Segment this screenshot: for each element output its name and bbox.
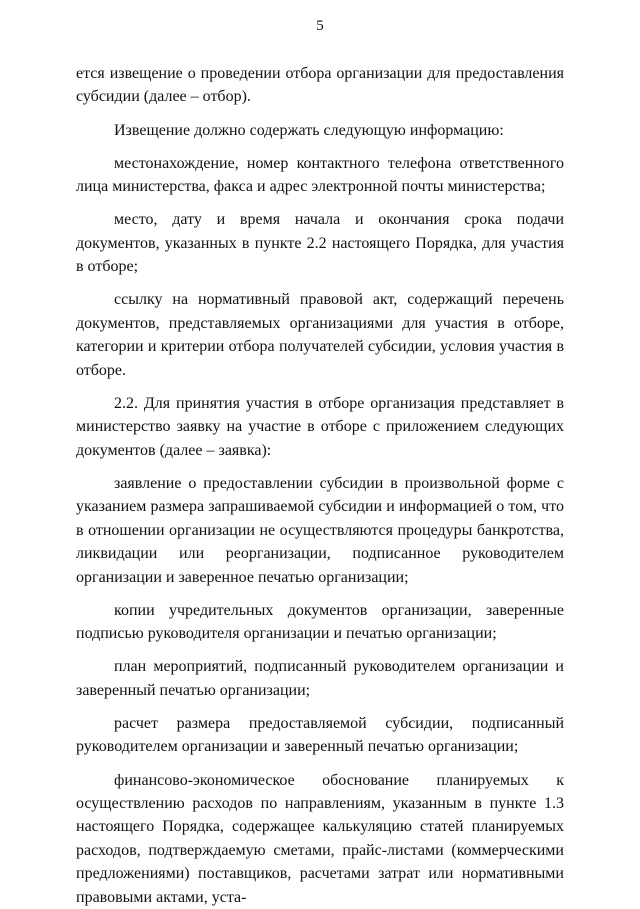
paragraph-charter-copies: копии учредительных документов организации, заверенные подписью руководителя организации и печатью организации; — [76, 601, 564, 643]
paragraph-notice-continuation: ется извещение о проведении отбора организации для предоставления субсидии (далее – отбор). — [76, 65, 564, 106]
paragraph-submission-dates: место, дату и время начала и окончания срока подачи документов, указанных в пункте 2.2 настоящего Порядка, для участия в отборе; — [76, 211, 564, 276]
paragraph-subsidy-calculation: расчет размера предоставляемой субсидии, подписанный руководителем организации и заверенный печатью организации; — [76, 714, 564, 756]
page-number: 5 — [316, 18, 324, 34]
paragraph-notice-contents-intro: Извещение должно содержать следующую информацию: — [114, 121, 504, 139]
paragraph-location-contacts: местонахождение, номер контактного телефона ответственного лица министерства, факса и адрес электронной почты министерства; — [76, 154, 564, 196]
paragraph-section-2-2: 2.2. Для принятия участия в отборе организация представляет в министерство заявку на участие в отборе с приложением следующих документов (далее – заявка): — [76, 394, 564, 459]
document-body — [76, 62, 564, 909]
paragraph-economic-justification: финансово-экономическое обоснование планируемых к осуществлению расходов по направлениям, указанным в пункте 1.3 настоящего Порядка, содержащее калькуляцию статей планируемых расходов, подтверждаемую сметами, прайс-листами (коммерческими предложениями) поставщиков, расчетами затрат или нормативными правовыми актами, уста- — [76, 771, 564, 906]
paragraph-activity-plan: план мероприятий, подписанный руководителем организации и заверенный печатью организации; — [76, 658, 564, 699]
paragraph-legal-act-reference: ссылку на нормативный правовой акт, содержащий перечень документов, представляемых организациями для участия в отборе, категории и критерии отбора получателей субсидии, условия участия в отборе. — [76, 291, 564, 379]
paragraph-application-statement: заявление о предоставлении субсидии в произвольной форме с указанием размера запрашиваемой субсидии и информацией о том, что в отношении организации не осуществляются процедуры банкротства, ликвидации или реорганизации, подписанное руководителем организации и заверенное печатью организации; — [76, 474, 564, 586]
